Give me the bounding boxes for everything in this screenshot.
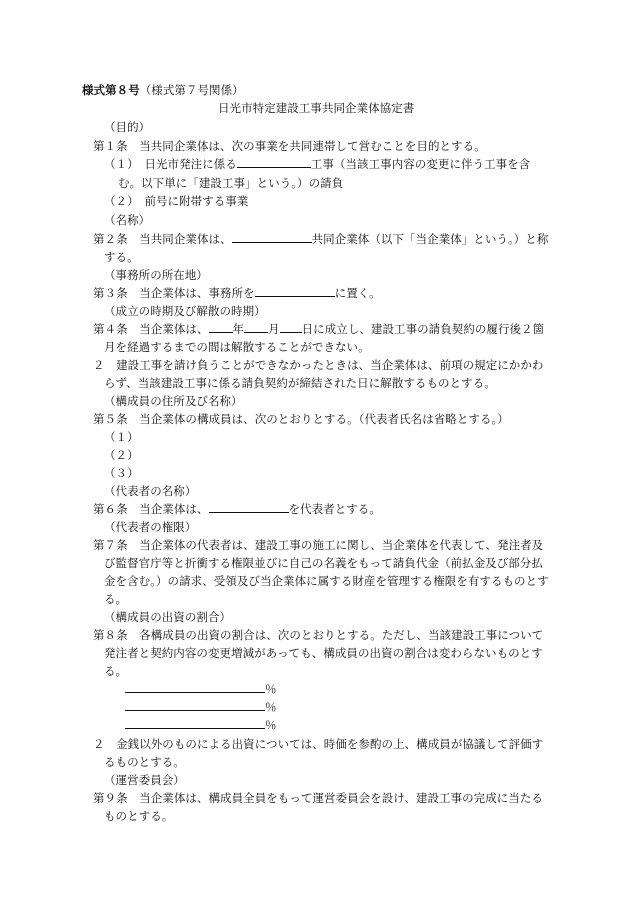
article-7-text-cont-3: る。: [104, 592, 128, 606]
article-4-para-2-cont: らず、当該建設工事に係る請負契約が締結された日に解散するものとする。: [104, 376, 496, 390]
share-line-2: ％: [125, 700, 277, 714]
article-6-text: 第６条 当企業体は、 を代表者とする。: [93, 502, 381, 516]
share-line-3: ％: [125, 718, 277, 732]
article-2-heading: （名称）: [104, 213, 151, 227]
article-9-text: 第９条 当企業体は、構成員全員をもって運営委員会を設け、建設工事の完成に当たる: [93, 791, 543, 805]
blank-jv-name[interactable]: [232, 232, 312, 243]
article-2-text: 第２条 当共同企業体は、 共同企業体（以下「当企業体」という。）と称: [93, 232, 549, 246]
article-4-para-2: ２ 建設工事を請け負うことができなかったときは、当企業体は、前項の規定にかかわ: [93, 358, 544, 372]
article-9-heading: （運営委員会）: [104, 773, 185, 787]
article-9-text-cont: ものとする。: [104, 809, 174, 823]
article-5-heading: （構成員の住所及び名称）: [104, 394, 243, 408]
article-8-heading: （構成員の出資の割合）: [104, 610, 232, 624]
article-8-text-cont-2: る。: [104, 664, 128, 678]
share-line-1: ％: [125, 682, 277, 696]
member-item-3: （３）: [104, 466, 139, 480]
blank-month[interactable]: [244, 322, 268, 333]
blank-year[interactable]: [209, 322, 233, 333]
article-8-para-2: ２ 金銭以外のものによる出資については、時価を参酌の上、構成員が協議して評価す: [93, 737, 544, 751]
form-number: [82, 83, 244, 97]
article-7-heading: （代表者の権限）: [104, 520, 197, 534]
blank-representative[interactable]: [209, 502, 289, 513]
article-1-item-2: （２） 前号に附帯する事業: [104, 194, 249, 208]
article-4-text-cont: 月を経過するまでの間は解散することができない。: [104, 340, 370, 354]
article-8-text-cont-1: 発注者と契約内容の変更増減があっても、構成員の出資の割合は変わらないものとす: [104, 646, 543, 660]
blank-share-3[interactable]: [125, 718, 265, 729]
article-8-text: 第８条 各構成員の出資の割合は、次のとおりとする。ただし、当該建設工事について: [93, 628, 544, 642]
blank-share-2[interactable]: [125, 700, 265, 711]
article-3-text: 第３条 当企業体は、事務所を に置く。: [93, 286, 381, 300]
article-1-item-1: （１） 日光市発注に係る 工事（当該工事内容の変更に伴う工事を含: [104, 157, 531, 171]
form-number-bold: 様式第８号: [82, 83, 140, 97]
blank-office-address[interactable]: [255, 286, 335, 297]
form-number-rest: （様式第７号関係）: [139, 83, 244, 97]
article-7-text-cont-2: 金を含む。）の請求、受領及び当企業体に属する財産を管理する権限を有するものとす: [104, 574, 549, 588]
article-7-text: 第７条 当企業体の代表者は、建設工事の施工に関し、当企業体を代表して、発注者及: [93, 538, 544, 552]
article-4-heading: （成立の時期及び解散の時期）: [104, 304, 266, 318]
article-6-heading: （代表者の名称）: [104, 484, 197, 498]
article-7-text-cont-1: び監督官庁等と折衝する権限並びに自己の名義をもって請負代金（前払金及び部分払: [104, 556, 543, 570]
blank-construction-name[interactable]: [237, 157, 311, 168]
document-title: 日光市特定建設工事共同企業体協定書: [218, 101, 415, 115]
article-8-para-2-cont: るものとする。: [104, 755, 185, 769]
blank-share-1[interactable]: [125, 682, 265, 693]
article-5-text: 第５条 当企業体の構成員は、次のとおりとする。（代表者氏名は省略とする。）: [93, 412, 509, 426]
article-4-text: 第４条 当企業体は、 年 月 日に成立し、建設工事の請負契約の履行後２箇: [93, 322, 545, 336]
article-1-heading: （目的）: [104, 120, 151, 134]
member-item-1: （１）: [104, 430, 139, 444]
article-1-item-1-cont: む。以下単に「建設工事」という。）の請負: [118, 176, 344, 190]
article-1-text: 第１条 当共同企業体は、次の事業を共同連帯して営むことを目的とする。: [93, 139, 486, 153]
member-item-2: （２）: [104, 448, 139, 462]
blank-day[interactable]: [280, 322, 302, 333]
article-3-heading: （事務所の所在地）: [104, 268, 208, 282]
article-2-text-cont: する。: [104, 250, 139, 264]
